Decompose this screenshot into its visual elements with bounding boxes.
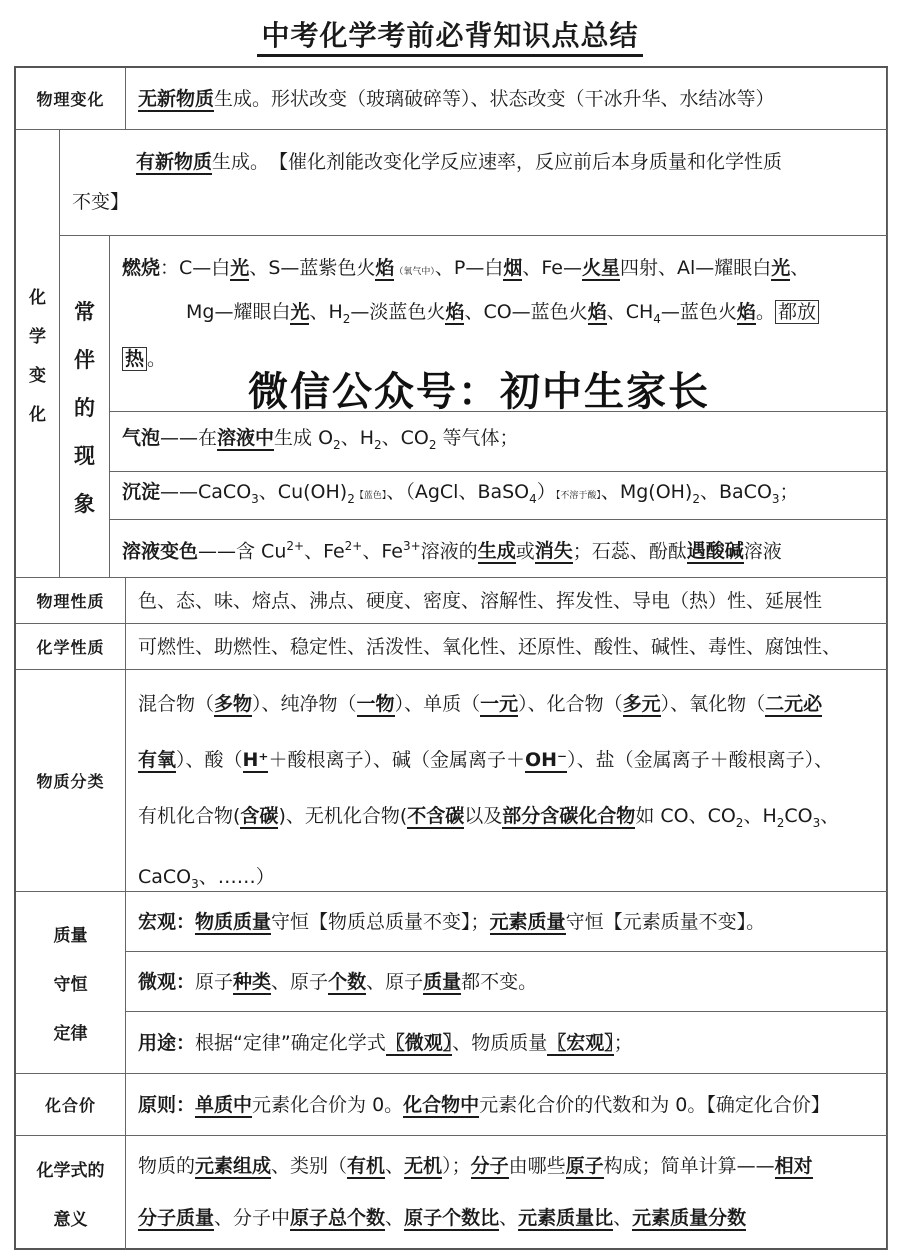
physical-property-label: 物理性质 <box>16 578 126 624</box>
physical-change-content: 无新物质生成。形状改变（玻璃破碎等）、状态改变（干冰升华、水结冰等） <box>126 68 888 130</box>
burning-phenomena: 燃烧：C—白光、S—蓝紫色火焰（氧气中）、P—白烟、Fe—火星四射、Al—耀眼白光、 Mg—耀眼白光、$H_2—$淡蓝色火焰、CO—蓝色火焰、$CH_4—$蓝色火焰。 都放 热 。 <box>110 236 888 412</box>
watermark-text: 微信公众号：初中生家长 <box>248 369 710 415</box>
bubble-phenomena: 气泡——在溶液中生成 $O_2$、$H_2$、$CO_2$ 等气体； <box>110 412 888 472</box>
classification-content: 混合物（多物）、纯净物（一物）、单质（一元）、化合物（多元）、氧化物（二元必 有氧）、酸（H⁺＋酸根离子）、碱（金属离子＋OH⁻）、盐（金属离子＋酸根离子）、 有机化合物(含碳)、无机化合物(不含碳以及部分含碳化合物如 CO、$CO_2$、$H_2CO_3$、 CaCO$_3$、……） <box>126 670 888 892</box>
conservation-micro: 微观：原子种类、原子个数、原子质量都不变。 <box>126 952 888 1012</box>
formula-meaning-content: 物质的元素组成、类别（有机、无机）；分子由哪些原子构成；简单计算——相对 分子质量、分子中原子总个数、原子个数比、元素质量比、元素质量分数 <box>126 1136 888 1250</box>
page-title-text: 中考化学考前必背知识点总结 <box>257 19 642 57</box>
knowledge-table <box>14 66 888 1250</box>
formula-meaning-label: 化学式的 意义 <box>16 1136 126 1250</box>
classification-label: 物质分类 <box>16 670 126 892</box>
conservation-usage: 用途：根据“定律”确定化学式〖微观〗、物质质量〖宏观〗； <box>126 1012 888 1074</box>
conservation-label: 质量 守恒 定律 <box>16 892 126 1074</box>
physical-change-label: 物理变化 <box>16 68 126 130</box>
chemical-property-label: 化学性质 <box>16 624 126 670</box>
page-title <box>0 14 900 54</box>
precipitate-phenomena: 沉淀——CaCO$_3$、$Cu(OH)_2$【蓝色】、（AgCl、BaSO$_4$）【不溶于酸】、$Mg(OH)_2$、BaCO$_3$； <box>110 472 888 520</box>
chemical-property-content: 可燃性、助燃性、稳定性、活泼性、氧化性、还原性、酸性、碱性、毒性、腐蚀性、 <box>126 624 888 670</box>
conservation-macro: 宏观：物质质量守恒【物质总质量不变】；元素质量守恒【元素质量不变】。 <box>126 892 888 952</box>
color-change-phenomena: 溶液变色——含 $Cu^{2+}$、$Fe^{2+}$、$Fe^{3+}$溶液的生成或消失；石蕊、酚酞遇酸碱溶液 <box>110 520 888 578</box>
phenomena-label: 常 伴 的 现 象 <box>60 236 110 578</box>
valence-label: 化合价 <box>16 1074 126 1136</box>
chemical-change-definition: 有新物质生成。 【催化剂能改变化学反应速率，反应前后本身质量和化学性质 不变】 <box>60 130 888 236</box>
physical-property-content: 色、态、味、熔点、沸点、硬度、密度、溶解性、挥发性、导电（热）性、延展性 <box>126 578 888 624</box>
chemical-change-label: 化 学 变 化 <box>16 130 60 578</box>
valence-content: 原则：单质中元素化合价为 0。化合物中元素化合价的代数和为 0。【确定化合价】 <box>126 1074 888 1136</box>
